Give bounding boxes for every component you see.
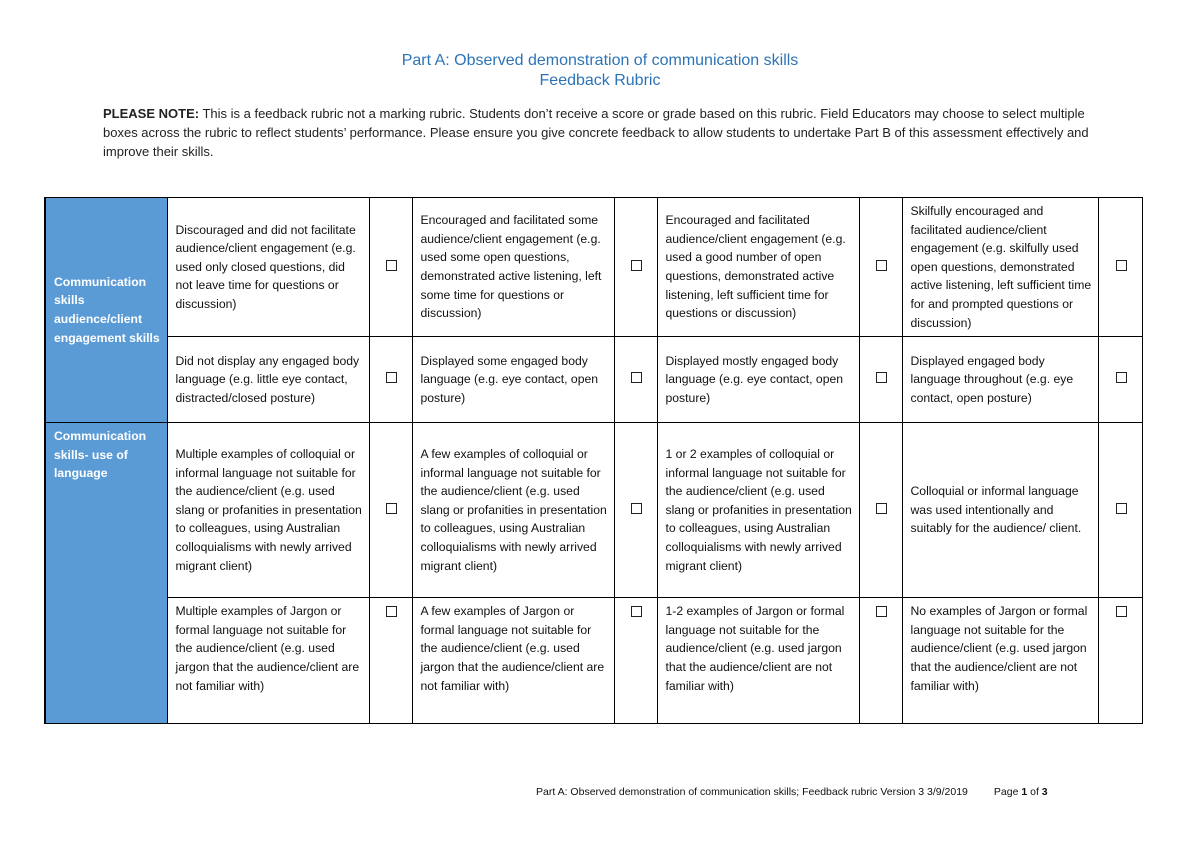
title-line-1: Part A: Observed demonstration of communication skills [401,52,799,69]
rubric-cell: Encouraged and facilitated some audience/client engagement (e.g. used some open questions, demonstrated active listening, left some time for questions or discussion) [412,198,614,337]
document-title [0,51,1200,91]
note-paragraph [103,104,1093,161]
rubric-checkbox-cell [859,337,902,423]
rubric-cell: A few examples of Jargon or formal language not suitable for the audience/client (e.g. used jargon that the audience/client are not familiar with) [412,598,614,724]
rubric-checkbox[interactable] [386,260,397,271]
rubric-checkbox[interactable] [876,606,887,617]
rubric-checkbox-cell [859,423,902,598]
rubric-checkbox-cell [369,337,412,423]
rubric-checkbox[interactable] [631,503,642,514]
feedback-rubric-table [44,197,1143,724]
rubric-cell: A few examples of colloquial or informal language not suitable for the audience/client (e.g. used slang or profanities in presentation to colleagues, using Australian colloquialisms with newly arrived migrant client) [412,423,614,598]
page-number [994,786,1048,798]
page-total: 3 [1041,786,1048,798]
rubric-checkbox[interactable] [1116,260,1127,271]
rubric-checkbox[interactable] [631,606,642,617]
rubric-cell: No examples of Jargon or formal language not suitable for the audience/client (e.g. used jargon that the audience/client are not familiar with) [902,598,1098,724]
rubric-checkbox-cell [369,423,412,598]
rubric-cell: Displayed some engaged body language (e.g. eye contact, open posture) [412,337,614,423]
rubric-checkbox-cell [859,198,902,337]
rubric-checkbox-cell [614,423,657,598]
table-row [45,198,1142,337]
rubric-checkbox[interactable] [1116,503,1127,514]
rubric-checkbox[interactable] [631,260,642,271]
rubric-checkbox[interactable] [1116,606,1127,617]
rubric-cell: 1 or 2 examples of colloquial or informal language not suitable for the audience/client (e.g. used slang or profanities in presentation to colleagues, using Australian colloquialisms with newly arrived migrant client) [657,423,859,598]
page-current: 1 [1021,786,1028,798]
rubric-cell: Multiple examples of Jargon or formal language not suitable for the audience/client (e.g. used jargon that the audience/client are not familiar with) [167,598,369,724]
page-of: of [1027,786,1042,798]
rubric-cell: Discouraged and did not facilitate audience/client engagement (e.g. used only closed questions, did not leave time for questions or discussion) [167,198,369,337]
rubric-checkbox-cell [614,198,657,337]
rubric-checkbox[interactable] [876,260,887,271]
rubric-checkbox-cell [1098,423,1142,598]
rubric-cell: 1-2 examples of Jargon or formal language not suitable for the audience/client (e.g. used jargon that the audience/client are not familiar with) [657,598,859,724]
rubric-checkbox-cell [614,337,657,423]
category-engagement-cell [45,198,167,423]
rubric-cell: Displayed mostly engaged body language (e.g. eye contact, open posture) [657,337,859,423]
category-language-cell [45,423,167,724]
note-text: This is a feedback rubric not a marking rubric. Students don’t receive a score or grade based on this rubric. Field Educators may choose to select multiple boxes across the rubric to reflect students’ performance. Please ensure you give concrete feedback to allow students to undertake Part B of this assessment effectively and improve their skills. [103,106,1089,159]
rubric-checkbox[interactable] [386,606,397,617]
rubric-checkbox-cell [1098,337,1142,423]
category-label: Communication skills audience/client engagement skills [54,274,160,345]
rubric-cell: Displayed engaged body language throughout (e.g. eye contact, open posture) [902,337,1098,423]
page-prefix: Page [993,786,1022,798]
rubric-cell: Did not display any engaged body language (e.g. little eye contact, distracted/closed posture) [167,337,369,423]
rubric-checkbox[interactable] [1116,372,1127,383]
rubric-checkbox-cell [369,598,412,724]
rubric-cell: Colloquial or informal language was used intentionally and suitably for the audience/ client. [902,423,1098,598]
rubric-checkbox-cell [859,598,902,724]
title-line-2: Feedback Rubric [539,72,661,89]
rubric-cell: Encouraged and facilitated audience/client engagement (e.g. used a good number of open questions, demonstrated active listening, left sufficient time for questions or discussion) [657,198,859,337]
rubric-checkbox-cell [1098,598,1142,724]
page-footer [536,786,1048,798]
footer-text: Part A: Observed demonstration of communication skills; Feedback rubric Version 3 3/9/2019 [536,786,968,798]
rubric-checkbox[interactable] [386,372,397,383]
rubric-checkbox[interactable] [876,503,887,514]
rubric-checkbox-cell [369,198,412,337]
category-label: Communication skills- use of language [54,429,147,481]
table-row [45,337,1142,423]
rubric-checkbox-cell [614,598,657,724]
table-row [45,598,1142,724]
rubric-cell: Multiple examples of colloquial or informal language not suitable for the audience/client (e.g. used slang or profanities in presentation to colleagues, using Australian colloquialisms with newly arrived migrant client) [167,423,369,598]
rubric-checkbox[interactable] [386,503,397,514]
rubric-cell: Skilfully encouraged and facilitated audience/client engagement (e.g. skilfully used open questions, demonstrated active listening, left sufficient time for and prompted questions or discussion) [902,198,1098,337]
note-label: PLEASE NOTE: [103,106,200,121]
rubric-checkbox-cell [1098,198,1142,337]
rubric-checkbox[interactable] [631,372,642,383]
rubric-checkbox[interactable] [876,372,887,383]
table-row [45,423,1142,598]
